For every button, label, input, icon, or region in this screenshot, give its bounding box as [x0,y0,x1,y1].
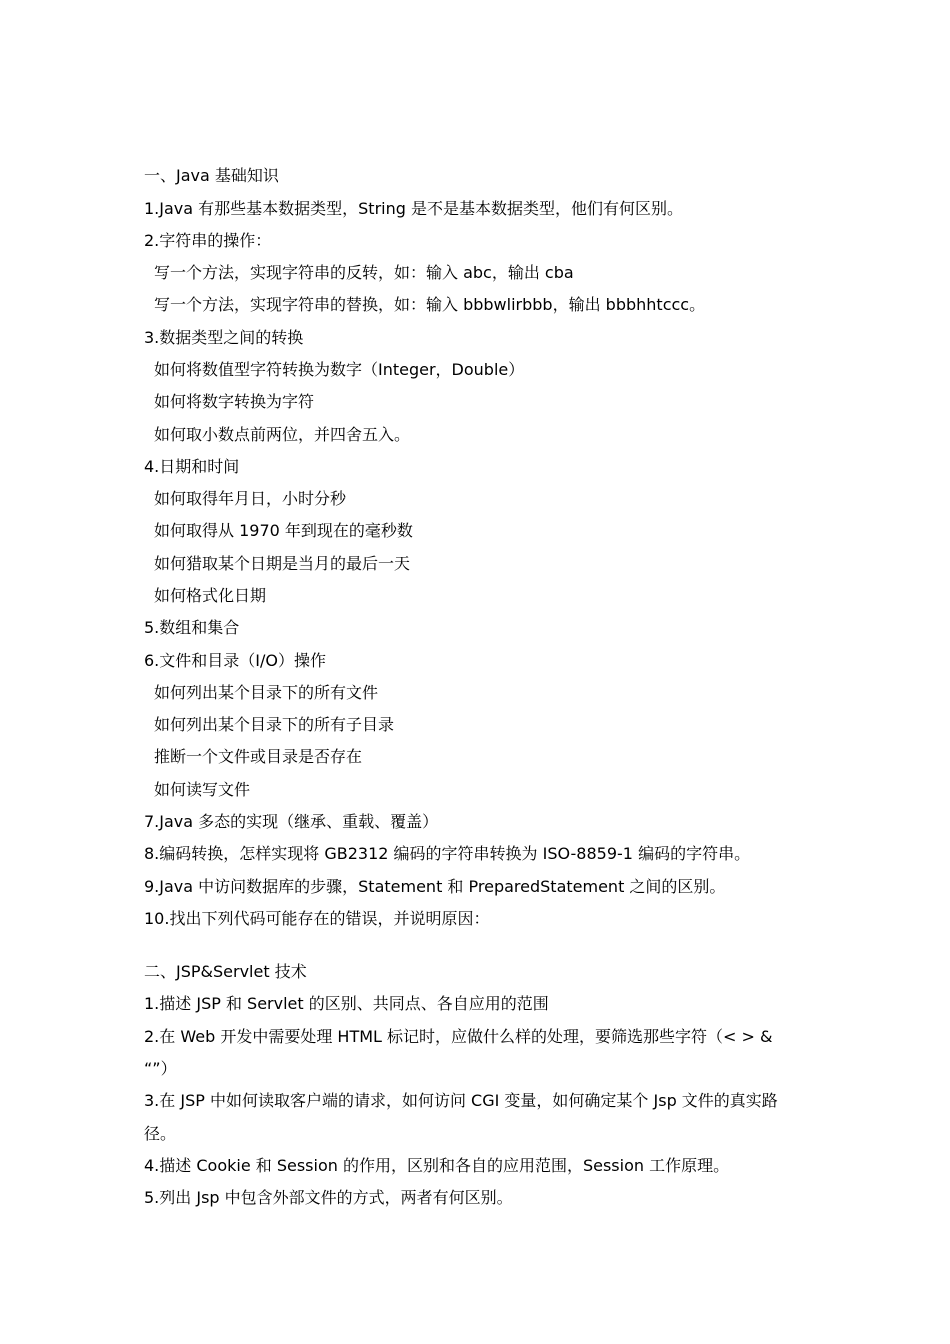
jsp-question-3-continued: 径。 [144,1124,177,1143]
question-7: 7.Java 多态的实现（继承、重载、覆盖） [144,812,439,831]
subitem-last-day-of-month: 如何猎取某个日期是当月的最后一天 [154,554,411,573]
subitem-get-date-parts: 如何取得年月日，小时分秒 [154,489,347,508]
subitem-list-subdirs: 如何列出某个目录下的所有子目录 [154,715,395,734]
question-1: 1.Java 有那些基本数据类型，String 是不是基本数据类型，他们有何区别。 [144,199,683,218]
jsp-question-2: 2.在 Web 开发中需要处理 HTML 标记时，应做什么样的处理，要筛选那些字符（< > & [144,1027,773,1046]
jsp-question-1: 1.描述 JSP 和 Servlet 的区别、共同点、各自应用的范围 [144,994,549,1013]
subitem-reverse-string: 写一个方法，实现字符串的反转，如：输入 abc，输出 cba [154,263,574,282]
subitem-get-millis: 如何取得从 1970 年到现在的毫秒数 [154,521,413,540]
subitem-string-to-number: 如何将数值型字符转换为数字（Integer，Double） [154,360,525,379]
subitem-round-decimal: 如何取小数点前两位，并四舍五入。 [154,425,411,444]
jsp-question-4: 4.描述 Cookie 和 Session 的作用，区别和各自的应用范围，Session 工作原理。 [144,1156,730,1175]
subitem-format-date: 如何格式化日期 [154,586,267,605]
question-6: 6.文件和目录（I/O）操作 [144,651,326,670]
jsp-question-3: 3.在 JSP 中如何读取客户端的请求，如何访问 CGI 变量，如何确定某个 Jsp 文件的真实路 [144,1091,778,1110]
question-9: 9.Java 中访问数据库的步骤，Statement 和 PreparedStatement 之间的区别。 [144,877,726,896]
question-8: 8.编码转换，怎样实现将 GB2312 编码的字符串转换为 ISO-8859-1 编码的字符串。 [144,844,751,863]
jsp-question-5: 5.列出 Jsp 中包含外部文件的方式，两者有何区别。 [144,1188,513,1207]
section-heading-jsp-servlet: 二、JSP&Servlet 技术 [144,962,307,981]
question-4: 4.日期和时间 [144,457,240,476]
subitem-list-files: 如何列出某个目录下的所有文件 [154,683,379,702]
question-2: 2.字符串的操作： [144,231,272,250]
question-10: 10.找出下列代码可能存在的错误，并说明原因： [144,909,490,928]
subitem-read-write-file: 如何读写文件 [154,780,251,799]
subitem-number-to-string: 如何将数字转换为字符 [154,392,315,411]
question-5: 5.数组和集合 [144,618,240,637]
jsp-question-2-continued: “”） [144,1059,177,1078]
question-3: 3.数据类型之间的转换 [144,328,304,347]
section-heading-java-basics: 一、Java 基础知识 [144,166,279,185]
subitem-file-exists: 推断一个文件或目录是否存在 [154,747,363,766]
subitem-replace-string: 写一个方法，实现字符串的替换，如：输入 bbbwlirbbb，输出 bbbhhtccc。 [154,295,706,314]
